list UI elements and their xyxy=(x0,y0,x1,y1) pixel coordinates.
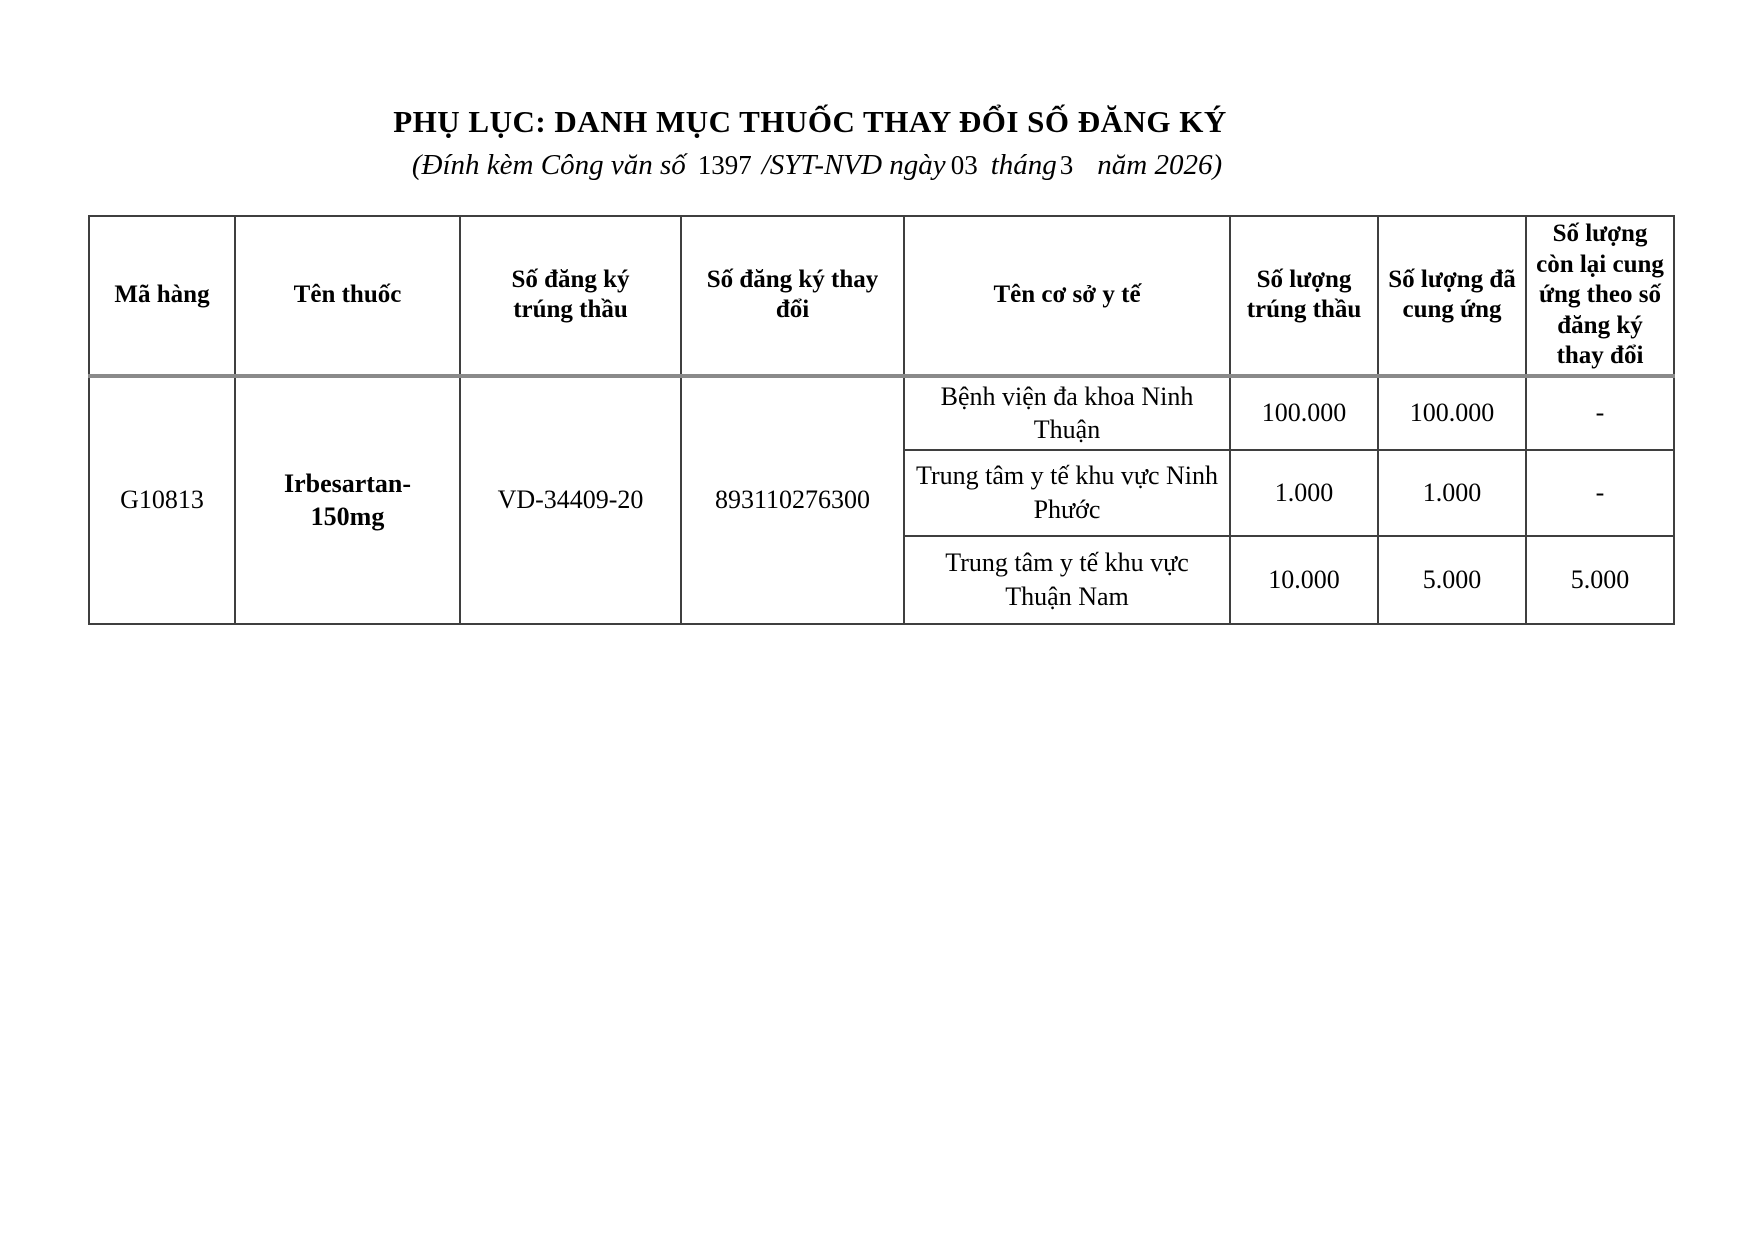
drug-registration-table xyxy=(88,215,1675,625)
subtitle-mid1: /SYT-NVD ngày xyxy=(761,149,946,181)
subtitle-day: 03 xyxy=(950,150,978,180)
header-so-dang-ky-trung-thau xyxy=(460,216,681,376)
cell-quantity-remaining: - xyxy=(1526,450,1674,536)
header-so-dang-ky-trung-thau-label: Số đăng ký trúng thầu xyxy=(511,265,630,324)
cell-quantity-won: 10.000 xyxy=(1230,536,1378,624)
cell-quantity-won: 1.000 xyxy=(1230,450,1378,536)
cell-quantity-supplied: 1.000 xyxy=(1378,450,1526,536)
header-ten-co-so-y-te-label: Tên cơ sở y tế xyxy=(993,281,1141,308)
header-row xyxy=(89,216,1674,376)
cell-facility-name: Bệnh viện đa khoa Ninh Thuận xyxy=(904,376,1230,451)
cell-facility-name: Trung tâm y tế khu vực Ninh Phước xyxy=(904,450,1230,536)
cell-quantity-remaining: - xyxy=(1526,376,1674,451)
subtitle-doc-number: 1397 xyxy=(697,150,752,180)
subtitle-suffix: năm 2026) xyxy=(1097,149,1223,181)
subtitle-mid2: tháng xyxy=(990,149,1057,181)
header-so-dang-ky-thay-doi xyxy=(681,216,904,376)
header-so-luong-trung-thau xyxy=(1230,216,1378,376)
drug-name-text: Irbesartan-150mg xyxy=(283,468,412,532)
header-so-luong-con-lai xyxy=(1526,216,1674,376)
cell-quantity-won: 100.000 xyxy=(1230,376,1378,451)
subtitle-prefix: (Đính kèm Công văn số xyxy=(411,149,686,181)
cell-quantity-supplied: 5.000 xyxy=(1378,536,1526,624)
header-so-luong-da-cung-ung-label: Số lượng đã cung ứng xyxy=(1388,265,1516,324)
header-so-luong-con-lai-label: Số lượng còn lại cung ứng theo số đăng ký thay đổi xyxy=(1536,220,1664,369)
cell-ten-thuoc xyxy=(235,376,460,625)
header-so-luong-da-cung-ung xyxy=(1378,216,1526,376)
header-ma-hang-label: Mã hàng xyxy=(114,281,210,308)
cell-so-dang-ky-trung-thau: VD-34409-20 xyxy=(460,376,681,625)
cell-quantity-remaining: 5.000 xyxy=(1526,536,1674,624)
table-row xyxy=(89,376,1674,451)
header-ma-hang xyxy=(89,216,235,376)
cell-quantity-supplied: 100.000 xyxy=(1378,376,1526,451)
header-ten-thuoc-label: Tên thuốc xyxy=(293,281,402,308)
header-so-luong-trung-thau-label: Số lượng trúng thầu xyxy=(1246,265,1362,324)
header-ten-thuoc xyxy=(235,216,460,376)
header-so-dang-ky-thay-doi-label: Số đăng ký thay đổi xyxy=(706,265,879,324)
cell-so-dang-ky-thay-doi: 893110276300 xyxy=(681,376,904,625)
page-title: PHỤ LỤC: DANH MỤC THUỐC THAY ĐỔI SỐ ĐĂNG KÝ xyxy=(393,104,1227,139)
subtitle-month: 3 xyxy=(1059,150,1074,180)
document-subtitle xyxy=(0,149,1634,182)
header-ten-co-so-y-te xyxy=(904,216,1230,376)
cell-facility-name: Trung tâm y tế khu vực Thuận Nam xyxy=(904,536,1230,624)
cell-ma-hang: G10813 xyxy=(89,376,235,625)
